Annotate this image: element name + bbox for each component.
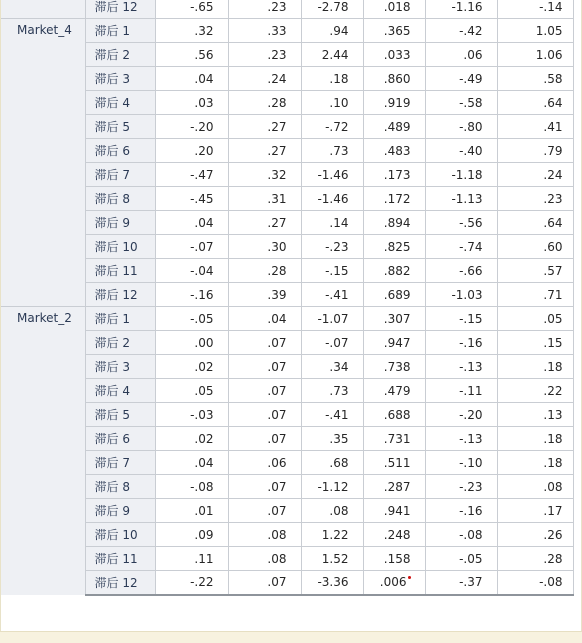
table-row <box>1 307 573 331</box>
window-bottom-edge <box>0 631 582 643</box>
table-cell: -1.46 <box>301 163 363 187</box>
table-cell: .02 <box>155 427 228 451</box>
table-cell: .07 <box>228 331 301 355</box>
lag-label: 滞后 2 <box>85 331 155 355</box>
lag-label: 滞后 5 <box>85 115 155 139</box>
lag-label: 滞后 7 <box>85 163 155 187</box>
table-cell: .04 <box>155 451 228 475</box>
table-row <box>1 571 573 595</box>
table-cell: -3.36 <box>301 571 363 595</box>
table-cell: .68 <box>301 451 363 475</box>
table-row <box>1 451 573 475</box>
table-cell: .11 <box>155 547 228 571</box>
table-cell: -.37 <box>425 571 497 595</box>
table-cell: .56 <box>155 43 228 67</box>
table-cell: -.08 <box>425 523 497 547</box>
table-row <box>1 547 573 571</box>
table-cell: -.05 <box>425 547 497 571</box>
table-cell: .31 <box>228 187 301 211</box>
table-cell: .05 <box>497 307 573 331</box>
table-row <box>1 43 573 67</box>
table-cell: .04 <box>228 307 301 331</box>
table-row <box>1 211 573 235</box>
lag-label: 滞后 10 <box>85 523 155 547</box>
table-cell <box>363 571 425 595</box>
table-row <box>1 19 573 43</box>
table-cell: .94 <box>301 19 363 43</box>
table-cell: -.20 <box>425 403 497 427</box>
table-cell: .08 <box>497 475 573 499</box>
table-cell: -.15 <box>301 259 363 283</box>
table-cell: -.66 <box>425 259 497 283</box>
table-cell: -2.78 <box>301 0 363 19</box>
table-cell: -.07 <box>301 331 363 355</box>
table-cell: .32 <box>155 19 228 43</box>
table-cell: 1.22 <box>301 523 363 547</box>
table-row <box>1 499 573 523</box>
table-cell: .27 <box>228 211 301 235</box>
table-cell: -1.07 <box>301 307 363 331</box>
table-row <box>1 163 573 187</box>
lag-label: 滞后 12 <box>85 0 155 19</box>
table-row <box>1 0 573 19</box>
table-cell: -.03 <box>155 403 228 427</box>
table-cell: .365 <box>363 19 425 43</box>
table-cell: .287 <box>363 475 425 499</box>
table-cell: .60 <box>497 235 573 259</box>
lag-label: 滞后 12 <box>85 571 155 595</box>
table-cell: .307 <box>363 307 425 331</box>
lag-label: 滞后 8 <box>85 187 155 211</box>
table-cell: .41 <box>497 115 573 139</box>
table-cell: .13 <box>497 403 573 427</box>
lag-label: 滞后 1 <box>85 307 155 331</box>
autocorrelation-table <box>1 0 574 596</box>
table-row <box>1 475 573 499</box>
table-cell: .23 <box>497 187 573 211</box>
table-row <box>1 187 573 211</box>
table-cell: .07 <box>228 571 301 595</box>
table-cell: 1.52 <box>301 547 363 571</box>
table-cell: 2.44 <box>301 43 363 67</box>
table-cell: .09 <box>155 523 228 547</box>
table-cell: -.16 <box>425 499 497 523</box>
table-cell: .894 <box>363 211 425 235</box>
table-cell: -.56 <box>425 211 497 235</box>
table-cell: .18 <box>497 427 573 451</box>
table-cell: .158 <box>363 547 425 571</box>
lag-label: 滞后 3 <box>85 67 155 91</box>
table-cell: .04 <box>155 211 228 235</box>
lag-label: 滞后 5 <box>85 403 155 427</box>
table-row <box>1 331 573 355</box>
table-row <box>1 235 573 259</box>
table-cell: .71 <box>497 283 573 307</box>
table-cell: .28 <box>228 91 301 115</box>
table-cell: .64 <box>497 91 573 115</box>
table-cell: .06 <box>425 43 497 67</box>
lag-label: 滞后 2 <box>85 43 155 67</box>
table-cell: .248 <box>363 523 425 547</box>
table-row <box>1 91 573 115</box>
lag-label: 滞后 6 <box>85 427 155 451</box>
table-cell: -.13 <box>425 355 497 379</box>
table-cell: -.05 <box>155 307 228 331</box>
lag-label: 滞后 4 <box>85 91 155 115</box>
table-cell: -1.13 <box>425 187 497 211</box>
table-cell: .03 <box>155 91 228 115</box>
table-row <box>1 115 573 139</box>
table-cell: .18 <box>301 67 363 91</box>
table-cell: .34 <box>301 355 363 379</box>
table-body <box>1 0 573 595</box>
table-cell: .07 <box>228 475 301 499</box>
table-cell: .07 <box>228 499 301 523</box>
table-cell: .35 <box>301 427 363 451</box>
table-cell: -.22 <box>155 571 228 595</box>
table-cell: -.47 <box>155 163 228 187</box>
table-row <box>1 67 573 91</box>
table-cell: -.13 <box>425 427 497 451</box>
table-cell: .941 <box>363 499 425 523</box>
table-cell: -1.46 <box>301 187 363 211</box>
table-cell: -.80 <box>425 115 497 139</box>
table-cell: .64 <box>497 211 573 235</box>
table-cell: -.11 <box>425 379 497 403</box>
table-cell: -.15 <box>425 307 497 331</box>
table-cell: .860 <box>363 67 425 91</box>
table-cell: -1.16 <box>425 0 497 19</box>
table-cell: .73 <box>301 379 363 403</box>
table-cell: .738 <box>363 355 425 379</box>
table-cell: .489 <box>363 115 425 139</box>
lag-label: 滞后 12 <box>85 283 155 307</box>
table-cell: .173 <box>363 163 425 187</box>
lag-label: 滞后 9 <box>85 211 155 235</box>
table-cell: -1.03 <box>425 283 497 307</box>
table-cell: .30 <box>228 235 301 259</box>
table-cell: .172 <box>363 187 425 211</box>
table-cell: -.49 <box>425 67 497 91</box>
table-cell: .27 <box>228 139 301 163</box>
lag-label: 滞后 6 <box>85 139 155 163</box>
table-cell: .825 <box>363 235 425 259</box>
table-cell: .511 <box>363 451 425 475</box>
table-cell: -1.12 <box>301 475 363 499</box>
table-cell: -.23 <box>301 235 363 259</box>
lag-label: 滞后 10 <box>85 235 155 259</box>
table-cell: .689 <box>363 283 425 307</box>
table-cell: -.72 <box>301 115 363 139</box>
table-cell: -.16 <box>155 283 228 307</box>
lag-label: 滞后 3 <box>85 355 155 379</box>
table-row <box>1 403 573 427</box>
table-cell: -.40 <box>425 139 497 163</box>
table-cell: .947 <box>363 331 425 355</box>
table-cell: .39 <box>228 283 301 307</box>
table-cell: .57 <box>497 259 573 283</box>
lag-label: 滞后 11 <box>85 259 155 283</box>
table-cell: -.65 <box>155 0 228 19</box>
table-cell: .23 <box>228 43 301 67</box>
lag-label: 滞后 7 <box>85 451 155 475</box>
table-cell: .26 <box>497 523 573 547</box>
table-cell: .73 <box>301 139 363 163</box>
table-row <box>1 139 573 163</box>
lag-label: 滞后 8 <box>85 475 155 499</box>
table-cell: .07 <box>228 379 301 403</box>
table-cell: .08 <box>228 547 301 571</box>
table-cell: 1.06 <box>497 43 573 67</box>
group-label: Market_4 <box>1 19 85 307</box>
table-cell: -.07 <box>155 235 228 259</box>
table-cell: .20 <box>155 139 228 163</box>
table-cell: .10 <box>301 91 363 115</box>
lag-label: 滞后 11 <box>85 547 155 571</box>
table-cell: .483 <box>363 139 425 163</box>
table-cell: .28 <box>497 547 573 571</box>
table-cell: .22 <box>497 379 573 403</box>
table-cell: .07 <box>228 355 301 379</box>
table-cell: .033 <box>363 43 425 67</box>
table-cell: .08 <box>228 523 301 547</box>
cell-value: .006 <box>379 575 407 590</box>
table-cell: .731 <box>363 427 425 451</box>
table-cell: .05 <box>155 379 228 403</box>
table-cell: -.14 <box>497 0 573 19</box>
table-cell: .479 <box>363 379 425 403</box>
table-cell: .27 <box>228 115 301 139</box>
table-cell: -.20 <box>155 115 228 139</box>
table-cell: .23 <box>228 0 301 19</box>
table-cell: .01 <box>155 499 228 523</box>
table-cell: 1.05 <box>497 19 573 43</box>
table-row <box>1 283 573 307</box>
table-row <box>1 427 573 451</box>
table-cell: .919 <box>363 91 425 115</box>
group-label <box>1 0 85 19</box>
table-cell: .00 <box>155 331 228 355</box>
table-cell: .28 <box>228 259 301 283</box>
table-cell: .882 <box>363 259 425 283</box>
table-cell: .018 <box>363 0 425 19</box>
lag-label: 滞后 9 <box>85 499 155 523</box>
table-cell: .33 <box>228 19 301 43</box>
lag-label: 滞后 1 <box>85 19 155 43</box>
table-cell: -1.18 <box>425 163 497 187</box>
table-cell: -.10 <box>425 451 497 475</box>
table-cell: .79 <box>497 139 573 163</box>
table-cell: .688 <box>363 403 425 427</box>
table-cell: .24 <box>497 163 573 187</box>
table-cell: .14 <box>301 211 363 235</box>
table-cell: .04 <box>155 67 228 91</box>
table-row <box>1 379 573 403</box>
table-cell: .15 <box>497 331 573 355</box>
table-cell: -.58 <box>425 91 497 115</box>
table-cell: -.41 <box>301 403 363 427</box>
table-cell: .58 <box>497 67 573 91</box>
lag-label: 滞后 4 <box>85 379 155 403</box>
table-cell: -.74 <box>425 235 497 259</box>
table-cell: -.42 <box>425 19 497 43</box>
table-cell: -.16 <box>425 331 497 355</box>
table-cell: .07 <box>228 403 301 427</box>
table-row <box>1 355 573 379</box>
table-cell: -.04 <box>155 259 228 283</box>
table-cell: -.08 <box>155 475 228 499</box>
table-cell: -.41 <box>301 283 363 307</box>
table-cell: .24 <box>228 67 301 91</box>
table-cell: .32 <box>228 163 301 187</box>
table-cell: .06 <box>228 451 301 475</box>
table-cell: -.45 <box>155 187 228 211</box>
significance-marker-icon <box>408 576 411 579</box>
table-cell: .18 <box>497 355 573 379</box>
table-cell: -.23 <box>425 475 497 499</box>
table-cell: .08 <box>301 499 363 523</box>
table-cell: .02 <box>155 355 228 379</box>
table-row <box>1 523 573 547</box>
group-label: Market_2 <box>1 307 85 595</box>
table-cell: .18 <box>497 451 573 475</box>
table-cell: .07 <box>228 427 301 451</box>
table-cell: .17 <box>497 499 573 523</box>
table-row <box>1 259 573 283</box>
table-cell: -.08 <box>497 571 573 595</box>
